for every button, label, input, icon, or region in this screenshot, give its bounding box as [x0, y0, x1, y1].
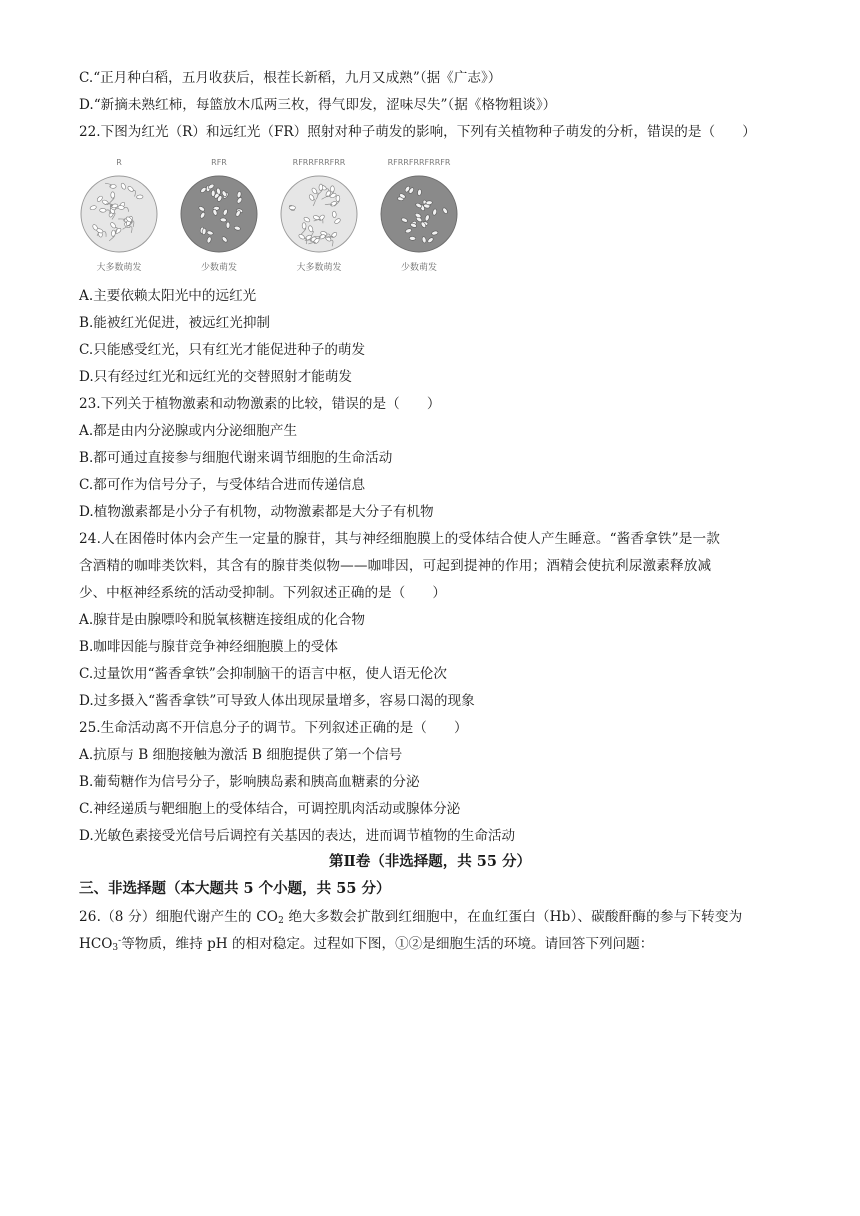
- q24-stem-line-1: 24.人在困倦时体内会产生一定量的腺苷，其与神经细胞膜上的受体结合使人产生睡意。“酱香拿铁”是一款: [79, 531, 720, 547]
- seed: [100, 208, 107, 212]
- q22-option-c: C.只能感受红光，只有红光才能促进种子的萌发: [79, 342, 366, 358]
- part-two-title: 第Ⅱ卷（非选择题，共 55 分）: [329, 853, 531, 870]
- q23-option-c: C.都可作为信号分子，与受体结合进而传递信息: [79, 477, 366, 493]
- panel-2-label: RFR: [211, 158, 227, 167]
- section-three-heading: 三、非选择题（本大题共 5 个小题，共 55 分）: [79, 880, 391, 897]
- panel-4-label: RFRRFRRFRRFR: [387, 158, 451, 167]
- hco3-superscript: -: [118, 936, 122, 946]
- hco3-subscript: 3: [112, 943, 119, 953]
- q23-stem: 23.下列关于植物激素和动物激素的比较，错误的是（ ）: [79, 396, 441, 412]
- panel-4: [381, 158, 457, 273]
- panel-1: [81, 158, 157, 273]
- q24-option-b: B.咖啡因能与腺苷竞争神经细胞膜上的受体: [79, 639, 338, 655]
- panel-3-label: RFRRFRRFRR: [292, 158, 346, 167]
- seed: [136, 195, 143, 199]
- q24-stem-line-2: 含酒精的咖啡类饮料，其含有的腺苷类似物——咖啡因，可起到提神的作用；酒精会使抗利尿激素释放减: [79, 558, 712, 574]
- panel-3-caption: 大多数萌发: [296, 263, 342, 273]
- q23-option-d: D.植物激素都是小分子有机物，动物激素都是大分子有机物: [79, 504, 434, 520]
- seed: [211, 190, 215, 197]
- q25-option-d: D.光敏色素接受光信号后调控有关基因的表达，进而调节植物的生命活动: [79, 828, 516, 844]
- co2-subscript: 2: [278, 916, 284, 926]
- q26-stem-line-1: [79, 908, 742, 926]
- petri-dish-1: [81, 176, 157, 252]
- panel-2: [181, 158, 257, 273]
- q24-stem-line-3: 少、中枢神经系统的活动受抑制。下列叙述正确的是（ ）: [79, 585, 447, 601]
- q22-option-a: A.主要依赖太阳光中的远红光: [79, 288, 257, 304]
- q24-option-d: D.过多摄入“酱香拿铁”可导致人体出现尿量增多，容易口渴的现象: [79, 693, 475, 709]
- q24-option-c: C.过量饮用“酱香拿铁”会抑制脑干的语言中枢，使人语无伦次: [79, 666, 447, 682]
- petri-dish-2: [181, 176, 257, 252]
- panel-4-caption: 少数萌发: [400, 263, 438, 273]
- q26-text-part-2: 绝大多数会扩散到红细胞中，在血红蛋白（Hb）、碳酸酐酶的参与下转变为: [283, 909, 743, 925]
- seed: [409, 236, 416, 240]
- q22-option-d: D.只有经过红光和远红光的交替照射才能萌发: [79, 369, 353, 385]
- panel-1-label: R: [116, 158, 122, 167]
- q26-stem-line-2: [79, 935, 653, 953]
- seed: [226, 222, 230, 228]
- q22-stem: 22.下图为红光（R）和远红光（FR）照射对种子萌发的影响，下列有关植物种子萌发的分析，错误的是（ ）: [79, 124, 756, 140]
- seed: [332, 211, 336, 218]
- q26-text-part-1: 26.（8 分）细胞代谢产生的 CO: [79, 909, 279, 925]
- q22-option-b: B.能被红光促进，被远红光抑制: [79, 315, 271, 331]
- seed: [220, 218, 227, 223]
- q25-option-b: B.葡萄糖作为信号分子，影响胰岛素和胰高血糖素的分泌: [79, 774, 420, 790]
- q26-text-part-3: 等物质，维持 pH 的相对稳定。过程如下图，①②是细胞生活的环境。请回答下列问题：: [121, 936, 654, 952]
- hco3-text: HCO: [79, 936, 113, 952]
- q25-option-a: A.抗原与 B 细胞接触为激活 B 细胞提供了第一个信号: [79, 747, 403, 763]
- q24-option-a: A.腺苷是由腺嘌呤和脱氧核糖连接组成的化合物: [79, 612, 366, 628]
- q25-stem: 25.生命活动离不开信息分子的调节。下列叙述正确的是（ ）: [79, 720, 468, 736]
- panel-2-caption: 少数萌发: [200, 263, 238, 273]
- q21-option-d: D.“新摘未熟红柿，每篮放木瓜两三枚，得气即发，涩味尽失”（据《格物粗谈》）: [79, 97, 557, 113]
- panel-3: [281, 158, 357, 273]
- q25-option-c: C.神经递质与靶细胞上的受体结合，可调控肌肉活动或腺体分泌: [79, 801, 461, 817]
- q23-option-b: B.都可通过直接参与细胞代谢来调节细胞的生命活动: [79, 450, 393, 466]
- panel-1-caption: 大多数萌发: [96, 263, 142, 273]
- seed: [289, 206, 295, 210]
- q21-option-c: C.“正月种白稻，五月收获后，根茬长新稻，九月又成熟”（据《广志》）: [79, 70, 502, 86]
- q23-option-a: A.都是由内分泌腺或内分泌细胞产生: [79, 423, 298, 439]
- seed-germination-figure: [79, 156, 479, 278]
